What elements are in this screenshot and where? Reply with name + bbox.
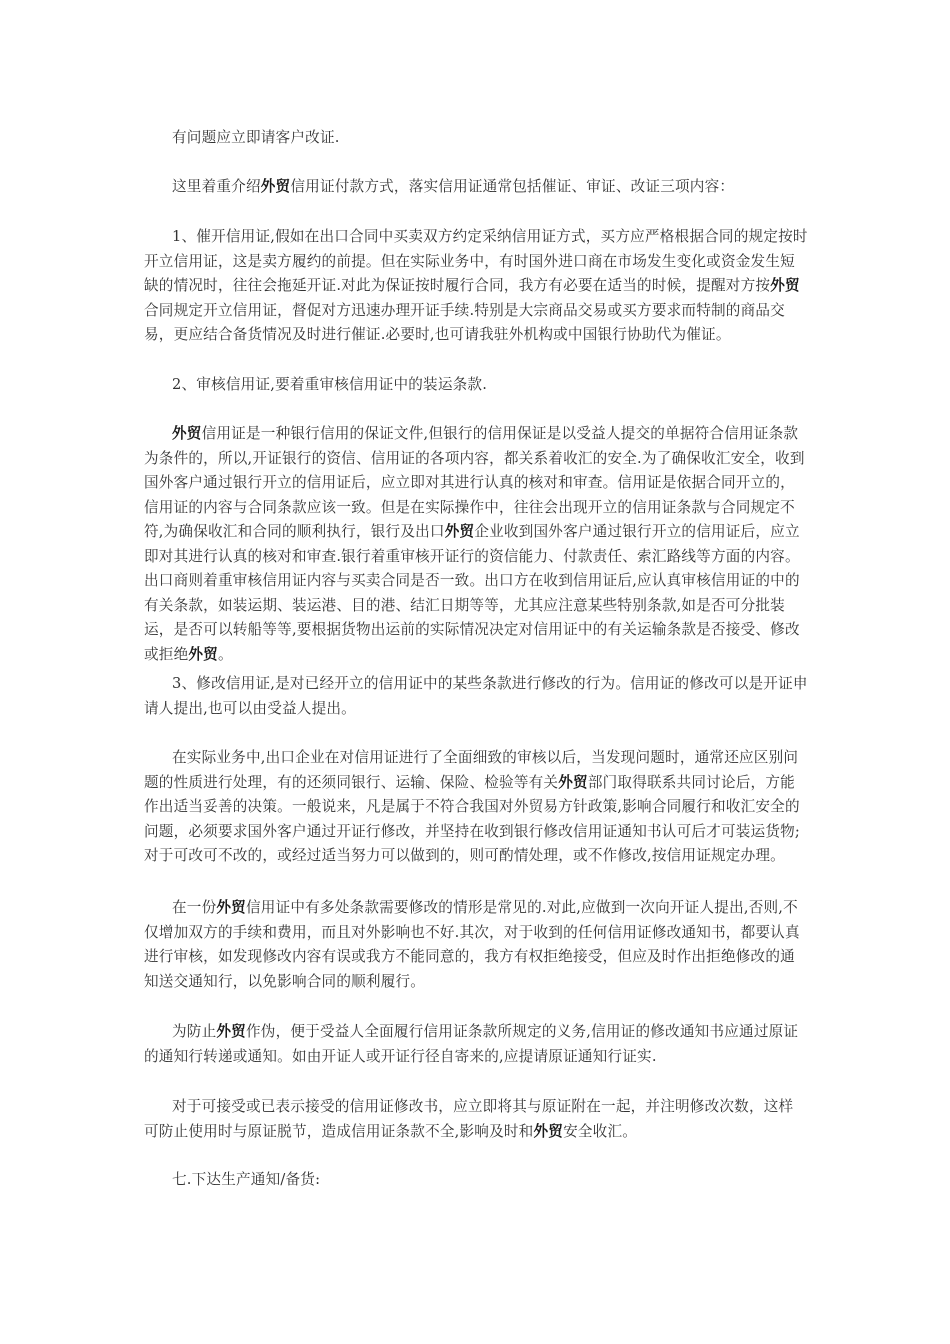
text-run: 在实际业务中,出口企业在对信用证进行了全面细致的审核以后，当发现问题时，通常还应区别问题的性质进行处理，有的还须同银行、运输、保险、检验等有关 bbox=[144, 749, 799, 791]
text-run: 3、修改信用证,是对已经开立的信用证中的某些条款进行修改的行为。信用证的修改可以是开证申请人提出,也可以由受益人提出。 bbox=[144, 675, 808, 717]
paragraph bbox=[144, 373, 808, 398]
bold-keyword: 外贸 bbox=[188, 645, 218, 663]
text-run: 作伪，便于受益人全面履行信用证条款所规定的义务,信用证的修改通知书应通过原证的通知行转递或通知。如由开证人或开证行径自寄来的,应提请原证通知行证实. bbox=[144, 1023, 799, 1065]
paragraph bbox=[144, 1168, 808, 1193]
bold-keyword: 外贸 bbox=[444, 523, 475, 540]
text-run: 在一份 bbox=[172, 899, 217, 916]
bold-keyword: 外贸 bbox=[260, 178, 291, 195]
text-run: 。 bbox=[217, 645, 233, 663]
text-run: 这里着重介绍 bbox=[172, 178, 261, 195]
text-run: 对于可接受或已表示接受的信用证修改书，应立即将其与原证附在一起，并注明修改次数，这样可防止使用时与原证脱节，造成信用证条款不全,影响及时和 bbox=[144, 1098, 794, 1140]
bold-keyword: 外贸 bbox=[558, 773, 588, 791]
paragraph bbox=[144, 1095, 808, 1144]
text-run: 合同规定开立信用证，督促对方迅速办理开证手续.特别是大宗商品交易或买方要求而特制的商品交易，更应结合备货情况及时进行催证.必要时,也可请我驻外机构或中国银行协助代为催证。 bbox=[144, 301, 785, 343]
text-run: 企业收到国外客户通过银行开立的信用证后，应立即对其进行认真的核对和审查.银行着重审核开证行的资信能力、付款责任、索汇路线等方面的内容。出口商则着重审核信用证内容与买卖合同是否一致。出口方在收到信用证后,应认真审核信用证的中的有关条款，如装运期、装运港、目的港、结汇日期等等，尤其应注意某些特别条款,如是否可分批装运，是否可以转船等等,要根据货物出运前的实际情况决定对信用证中的有关运输条款是否接受、修改或拒绝 bbox=[144, 523, 800, 663]
text-run: 安全收汇。 bbox=[563, 1122, 638, 1140]
bold-keyword: 外贸 bbox=[770, 277, 800, 294]
text-run: 信用证中有多处条款需要修改的情形是常见的.对此,应做到一次向开证人提出,否则,不仅增加双方的手续和费用，而且对外影响也不好.其次，对于收到的任何信用证修改通知书，都要认真进行审核，如发现修改内容有误或我方不能同意的，我方有权拒绝接受，但应及时作出拒绝修改的通知送交通知行，以免影响合同的顺利履行。 bbox=[144, 899, 800, 990]
bold-keyword: 外贸 bbox=[172, 425, 202, 442]
text-run: 有问题应立即请客户改证. bbox=[172, 129, 340, 146]
text-run: 信用证是一种银行信用的保证文件,但银行的信用保证是以受益人提交的单据符合信用证条款为条件的，所以,开证银行的资信、信用证的各项内容，都关系着收汇的安全.为了确保收汇安全，收到国外客户通过银行开立的信用证后，应立即对其进行认真的核对和审查。信用证是依据合同开立的，信用证的内容与合同条款应该一致。但是在实际操作中，往往会出现开立的信用证条款与合同规定不符,为确保收汇和合同的顺利执行，银行及出口 bbox=[144, 425, 805, 540]
text-run: 七.下达生产通知/备货: bbox=[172, 1171, 321, 1188]
text-run: 信用证付款方式，落实信用证通常包括催证、审证、改证三项内容： bbox=[290, 178, 735, 195]
bold-keyword: 外贸 bbox=[216, 1023, 246, 1040]
text-run: 为防止 bbox=[172, 1023, 217, 1040]
bold-keyword: 外贸 bbox=[216, 899, 246, 916]
paragraph bbox=[144, 1020, 808, 1069]
paragraph bbox=[144, 225, 808, 348]
paragraph bbox=[144, 126, 808, 151]
text-run: 2、审核信用证,要着重审核信用证中的装运条款. bbox=[172, 376, 488, 393]
text-run: 部门取得联系共同讨论后，方能作出适当妥善的决策。一般说来，凡是属于不符合我国对外贸易方针政策,影响合同履行和收汇安全的问题，必须要求国外客户通过开证行修改，并坚持在收到银行修改信用证通知书认可后才可装运货物;对于可改可不改的，或经过适当努力可以做到的，则可酌情处理，或不作修改,按信用证规定办理。 bbox=[144, 773, 801, 864]
text-run: 1、催开信用证,假如在出口合同中买卖双方约定采纳信用证方式，买方应严格根据合同的规定按时开立信用证，这是卖方履约的前提。但在实际业务中，有时国外进口商在市场发生变化或资金发生短缺的情况时，往往会拖延开证.对此为保证按时履行合同，我方有必要在适当的时候，提醒对方按 bbox=[144, 228, 808, 294]
paragraph bbox=[144, 746, 808, 869]
paragraph bbox=[144, 175, 808, 200]
bold-keyword: 外贸 bbox=[533, 1122, 564, 1140]
paragraph bbox=[144, 672, 808, 721]
paragraph bbox=[144, 896, 808, 994]
paragraph bbox=[144, 422, 808, 667]
